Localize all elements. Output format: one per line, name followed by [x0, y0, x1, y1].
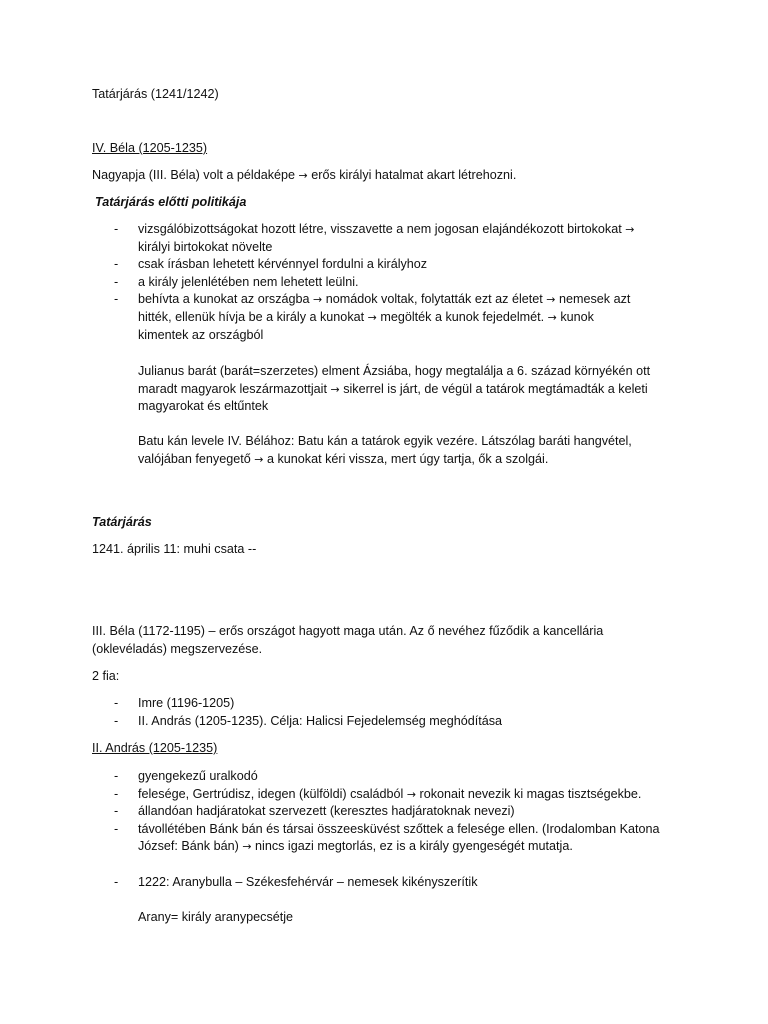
bullet-dash: -	[114, 875, 119, 889]
list-item-line	[138, 821, 692, 839]
paragraph-text: magyarokat és eltűntek	[138, 399, 269, 414]
bullet-dash: -	[114, 696, 119, 710]
bullet-dash: -	[114, 713, 119, 728]
policy-list	[92, 221, 692, 344]
list-item-text: a király jelenlétében nem lehetett leülni.	[138, 274, 359, 289]
arrow-icon: →	[367, 310, 377, 324]
arrow-icon: →	[242, 840, 252, 854]
bela4-intro	[92, 167, 516, 185]
paragraph-text: a kunokat kéri vissza, mert úgy tartja, ők a szolgái.	[266, 451, 549, 466]
list-item-line	[138, 786, 692, 804]
arrow-icon: →	[547, 310, 557, 324]
list-item-text: kunok	[560, 309, 594, 324]
list-item-line	[138, 274, 692, 292]
julianus-paragraph	[138, 363, 650, 416]
arany-note: Arany= király aranypecsétje	[138, 910, 294, 924]
list-item	[92, 821, 692, 856]
andras-list	[92, 768, 692, 856]
list-item	[92, 291, 692, 344]
section-heading-tatarjaras: Tatárjárás	[92, 515, 152, 529]
paragraph-text: valójában fenyegető	[138, 451, 251, 466]
list-item-line	[138, 327, 692, 345]
bullet-dash: -	[114, 769, 119, 783]
list-item-text: csak írásban lehetett kérvénnyel fordulni a királyhoz	[138, 257, 428, 272]
subheading-policy: Tatárjárás előtti politikája	[95, 195, 247, 209]
paragraph-line: (oklevéladás) megszervezése.	[92, 641, 263, 656]
bullet-dash: -	[114, 274, 119, 289]
paragraph-line	[138, 398, 650, 416]
list-item-text: behívta a kunokat az országba	[138, 292, 310, 307]
list-item-line	[138, 803, 692, 821]
list-item-text: II. András (1205-1235). Célja: Halicsi Fejedelemség meghódítása	[138, 713, 503, 728]
list-item-text: rokonait nevezik ki magas tisztségekbe.	[419, 786, 642, 801]
bullet-dash: -	[114, 257, 119, 272]
list-item-text: távollétében Bánk bán és társai összeesküvést szőttek a felesége ellen. (Irodalomban Katona	[138, 821, 660, 836]
list-item	[92, 713, 692, 731]
bullet-dash: -	[114, 292, 119, 307]
list-item-line	[138, 768, 692, 786]
bullet-dash: -	[114, 222, 119, 236]
section-heading-andras2: II. András (1205-1235)	[92, 741, 218, 755]
list-item-text: Imre (1196-1205)	[138, 696, 235, 710]
paragraph-text: sikerrel is járt, de végül a tatárok megtámadták a keleti	[343, 381, 648, 396]
paragraph-text: Julianus barát (barát=szerzetes) elment Ázsiába, hogy megtalálja a 6. század környékén ott	[138, 364, 651, 378]
list-item-text: vizsgálóbizottságokat hozott létre, visszavette a nem jogosan elajándékozott birtokokat	[138, 222, 622, 236]
sons-label: 2 fia:	[92, 669, 120, 683]
arrow-icon: →	[330, 382, 340, 396]
list-item-text: felesége, Gertrúdisz, idegen (külföldi) családból	[138, 786, 404, 801]
list-item-text: hitték, ellenük hívja be a király a kunokat	[138, 309, 365, 324]
paragraph-line	[138, 381, 650, 399]
list-item-text: József: Bánk bán)	[138, 839, 243, 854]
list-item-line	[138, 256, 692, 274]
batu-paragraph	[138, 433, 632, 468]
list-item	[92, 874, 692, 892]
paragraph-line	[138, 451, 632, 469]
list-item-line	[138, 291, 692, 309]
arrow-icon: →	[298, 169, 308, 182]
list-item-text: állandóan hadjáratokat szervezett (keresztes hadjáratoknak nevezi)	[138, 804, 515, 819]
section-heading-bela4: IV. Béla (1205-1235)	[92, 141, 208, 155]
paragraph-line	[138, 433, 632, 451]
arrow-icon: →	[406, 787, 417, 801]
list-item	[92, 786, 692, 804]
paragraph-text: Batu kán levele IV. Bélához: Batu kán a tatárok egyik vezére. Látszólag baráti hangvétel,	[138, 434, 632, 448]
bela4-intro-text-b: erős királyi hatalmat akart létrehozni.	[311, 168, 517, 182]
list-item-text: gyengekezű uralkodó	[138, 769, 258, 783]
arrow-icon: →	[625, 223, 635, 236]
list-item-line	[138, 838, 692, 856]
aranybulla-list	[92, 874, 692, 892]
arrow-icon: →	[254, 452, 264, 466]
list-item-text: megölték a kunok fejedelmét.	[380, 309, 545, 324]
list-item	[92, 768, 692, 786]
list-item	[92, 803, 692, 821]
list-item-line	[138, 221, 692, 239]
page-title: Tatárjárás (1241/1242)	[92, 87, 219, 101]
list-item	[92, 221, 692, 256]
list-item-text: 1222: Aranybulla – Székesfehérvár – nemesek kikényszerítik	[138, 875, 478, 889]
list-item	[92, 274, 692, 292]
bela3-paragraph	[92, 623, 603, 658]
list-item-text: nemesek azt	[558, 292, 631, 307]
list-item-line	[138, 309, 692, 327]
list-item-line	[138, 239, 692, 257]
bela4-intro-text-a: Nagyapja (III. Béla) volt a példaképe	[92, 168, 296, 182]
list-item-text: kimentek az országból	[138, 327, 264, 342]
arrow-icon: →	[313, 293, 323, 307]
arrow-icon: →	[546, 293, 556, 307]
bullet-dash: -	[114, 821, 119, 836]
list-item-text: nincs igazi megtorlás, ez is a király gyengeségét mutatja.	[255, 839, 573, 854]
paragraph-line	[138, 363, 650, 381]
paragraph-text: maradt magyarok leszármazottjait	[138, 381, 327, 396]
list-item	[92, 695, 692, 713]
sons-list	[92, 695, 692, 730]
list-item-text: királyi birtokokat növelte	[138, 239, 273, 254]
list-item-text: nomádok voltak, folytatták ezt az életet	[325, 292, 543, 307]
list-item	[92, 256, 692, 274]
bullet-dash: -	[114, 786, 119, 801]
bullet-dash: -	[114, 804, 119, 819]
muhi-line: 1241. április 11: muhi csata --	[92, 542, 257, 556]
paragraph-line: III. Béla (1172-1195) – erős országot hagyott maga után. Az ő nevéhez fűződik a kancellária	[92, 624, 604, 638]
